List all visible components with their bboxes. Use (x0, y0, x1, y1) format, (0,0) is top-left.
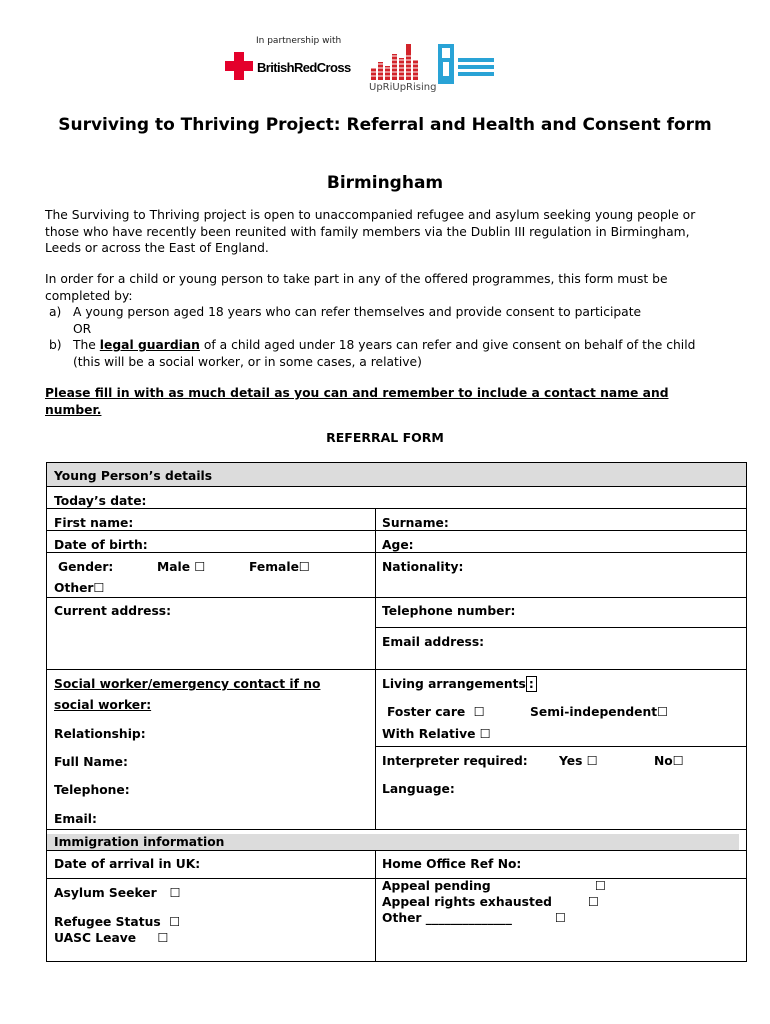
with-relative-checkbox[interactable]: ☐ (479, 727, 491, 741)
email-address-label: Email address: (382, 635, 485, 649)
other-label: Other (54, 581, 94, 595)
list-marker-b: b) (49, 338, 62, 352)
foster-care-option[interactable] (387, 705, 485, 719)
list-text-a: A young person aged 18 years who can refer themselves and provide consent to participate (73, 305, 642, 319)
appeal-pending-option[interactable] (382, 879, 607, 893)
gender-other-option[interactable] (54, 581, 105, 595)
surname-label: Surname: (382, 516, 449, 530)
no-label: No (654, 754, 673, 768)
uasc-leave-label: UASC Leave (54, 931, 137, 945)
list-text-b (73, 337, 725, 370)
row-divider (47, 508, 746, 509)
column-divider (375, 508, 376, 829)
with-relative-option[interactable] (382, 727, 491, 741)
foster-care-label: Foster care (387, 705, 466, 719)
page-subtitle: Birmingham (326, 173, 444, 193)
first-name-label: First name: (54, 516, 134, 530)
uasc-leave-option[interactable] (54, 931, 169, 945)
list-text-b-post: of a child aged under 18 years can refer and give consent on behalf of the child (this will be a social worker, or in some cases, a relative) (73, 338, 696, 369)
telephone-label: Telephone: (54, 783, 130, 797)
living-arrangements-box: : (526, 676, 537, 692)
referral-form-heading: REFERRAL FORM (326, 430, 444, 445)
appeal-exhausted-option[interactable] (382, 895, 600, 909)
row-divider (47, 530, 746, 531)
list-item-b (45, 337, 725, 370)
list-marker-a: a) (49, 305, 62, 319)
row-divider (47, 829, 746, 830)
row-divider (47, 669, 746, 670)
yes-label: Yes (559, 754, 583, 768)
partnership-text: In partnership with (256, 36, 342, 46)
other-status-label: Other ______________ (382, 911, 512, 925)
legal-guardian-text: legal guardian (99, 338, 200, 352)
column-divider (375, 850, 376, 961)
appeal-exhausted-checkbox[interactable]: ☐ (588, 895, 600, 909)
list-item-a (45, 304, 725, 321)
uprising-logo-icon (369, 38, 423, 82)
row-divider (47, 597, 746, 598)
semi-independent-label: Semi-independent (530, 705, 658, 719)
other-status-option[interactable] (382, 911, 567, 925)
appeal-pending-label: Appeal pending (382, 879, 491, 893)
gender-female-option[interactable] (249, 560, 310, 574)
appeal-exhausted-label: Appeal rights exhausted (382, 895, 552, 909)
social-worker-label-1: Social worker/emergency contact if no (54, 677, 321, 691)
arrival-date-label: Date of arrival in UK: (54, 857, 201, 871)
order-text: In order for a child or young person to take part in any of the offered programmes, this form must be completed by: (45, 272, 668, 303)
no-checkbox[interactable]: ☐ (672, 754, 684, 768)
intro-paragraph: The Surviving to Thriving project is open to unaccompanied refugee and asylum seeking young people or those who have recently been reunited with family members via the Dublin III regulation in Birmingham, Leeds or across the East of England. (45, 208, 696, 255)
refugee-council-logo-icon (438, 44, 496, 84)
telephone-number-label: Telephone number: (382, 604, 516, 618)
eligibility-section (45, 271, 725, 370)
or-text: OR (73, 321, 92, 336)
interpreter-no-option[interactable] (654, 754, 684, 768)
email-label: Email: (54, 812, 97, 826)
male-checkbox[interactable]: ☐ (194, 560, 206, 574)
male-label: Male (157, 560, 191, 574)
page-title: Surviving to Thriving Project: Referral and Health and Consent form (58, 115, 712, 135)
interpreter-yes-option[interactable] (559, 754, 598, 768)
gender-label: Gender: (58, 560, 114, 574)
yes-checkbox[interactable]: ☐ (586, 754, 598, 768)
refugee-status-option[interactable] (54, 915, 180, 929)
other-checkbox[interactable]: ☐ (93, 581, 105, 595)
young-person-header: Young Person’s details (54, 469, 213, 483)
relationship-label: Relationship: (54, 727, 146, 741)
referral-form (46, 462, 747, 962)
fill-instructions: Please fill in with as much detail as you can and remember to include a contact name and number. (45, 386, 669, 417)
female-label: Female (249, 560, 299, 574)
row-divider (47, 486, 746, 487)
row-divider (47, 552, 746, 553)
todays-date-label: Today’s date: (54, 494, 147, 508)
red-cross-icon (225, 52, 253, 80)
asylum-seeker-checkbox[interactable]: ☐ (169, 886, 181, 900)
interpreter-label: Interpreter required: (382, 754, 528, 768)
row-divider (47, 850, 746, 851)
immigration-header: Immigration information (54, 835, 225, 849)
uasc-leave-checkbox[interactable]: ☐ (157, 931, 169, 945)
with-relative-label: With Relative (382, 727, 476, 741)
language-label: Language: (382, 782, 455, 796)
social-worker-label-2: social worker: (54, 698, 152, 712)
header-logos (222, 36, 512, 98)
home-office-ref-label: Home Office Ref No: (382, 857, 522, 871)
asylum-seeker-label: Asylum Seeker (54, 886, 157, 900)
age-label: Age: (382, 538, 414, 552)
current-address-label: Current address: (54, 604, 172, 618)
other-status-checkbox[interactable]: ☐ (555, 911, 567, 925)
dob-label: Date of birth: (54, 538, 148, 552)
full-name-label: Full Name: (54, 755, 128, 769)
row-divider (375, 746, 746, 747)
appeal-pending-checkbox[interactable]: ☐ (595, 879, 607, 893)
nationality-label: Nationality: (382, 560, 464, 574)
gender-male-option[interactable] (157, 560, 205, 574)
living-arrangements-label (382, 677, 537, 691)
semi-independent-checkbox[interactable]: ☐ (657, 705, 669, 719)
refugee-status-label: Refugee Status (54, 915, 161, 929)
semi-independent-option[interactable] (530, 705, 668, 719)
row-divider (375, 627, 746, 628)
uprising-logo-text: UpRiUpRising (369, 82, 437, 93)
female-checkbox[interactable]: ☐ (298, 560, 310, 574)
living-arrangements-text: Living arrangements (382, 677, 526, 691)
asylum-seeker-option[interactable] (54, 886, 181, 900)
foster-care-checkbox[interactable]: ☐ (473, 705, 485, 719)
british-red-cross-logo: BritishRedCross (257, 60, 351, 75)
refugee-status-checkbox[interactable]: ☐ (169, 915, 181, 929)
list-text-b-pre: The (73, 338, 96, 352)
